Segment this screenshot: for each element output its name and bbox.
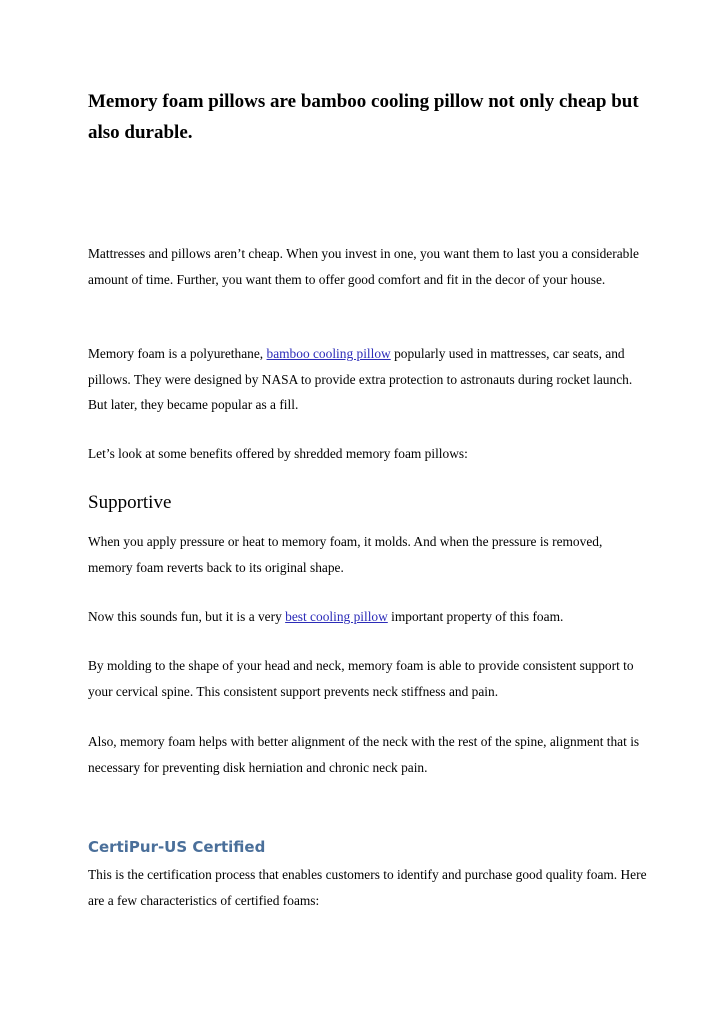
paragraph-certipur: This is the certification process that enables customers to identify and purchase good quality foam. Here are a few characteristics of certified foams:	[88, 867, 647, 908]
paragraph-benefits-intro: Let’s look at some benefits offered by shredded memory foam pillows:	[88, 446, 468, 461]
bamboo-cooling-pillow-link[interactable]: bamboo cooling pillow	[266, 346, 391, 361]
paragraph-supportive-property	[88, 604, 648, 630]
heading-supportive: Supportive	[88, 492, 172, 513]
paragraph-text-after-link: popularly used in mattresses, car seats, and pillows. They were designed by NASA to provide extra protection to astronauts during rocket launch. But later, they became popular as a fill.	[88, 346, 633, 412]
best-cooling-pillow-link[interactable]: best cooling pillow	[285, 609, 388, 624]
paragraph-supportive-alignment: Also, memory foam helps with better alignment of the neck with the rest of the spine, alignment that is necessary for preventing disk herniation and chronic neck pain.	[88, 734, 640, 775]
paragraph-text-after-link: important property of this foam.	[387, 609, 564, 624]
paragraph-supportive-molding: By molding to the shape of your head and neck, memory foam is able to provide consistent support to your cervical spine. This consistent support prevents neck stiffness and pain.	[88, 658, 634, 699]
heading-certipur: CertiPur-US Certified	[88, 838, 266, 856]
paragraph-text-before-link: Now this sounds fun, but it is a very	[88, 609, 286, 624]
paragraph-supportive-molds: When you apply pressure or heat to memory foam, it molds. And when the pressure is removed, memory foam reverts back to its original shape.	[88, 534, 603, 575]
document-title: Memory foam pillows are bamboo cooling pillow not only cheap but also durable.	[88, 91, 639, 143]
intro-paragraph: Mattresses and pillows aren’t cheap. When you invest in one, you want them to last you a considerable amount of time. Further, you want them to offer good comfort and fit in the decor of your house.	[88, 246, 639, 287]
paragraph-memory-foam	[88, 341, 648, 418]
paragraph-text-before-link: Memory foam is a polyurethane,	[88, 346, 267, 361]
